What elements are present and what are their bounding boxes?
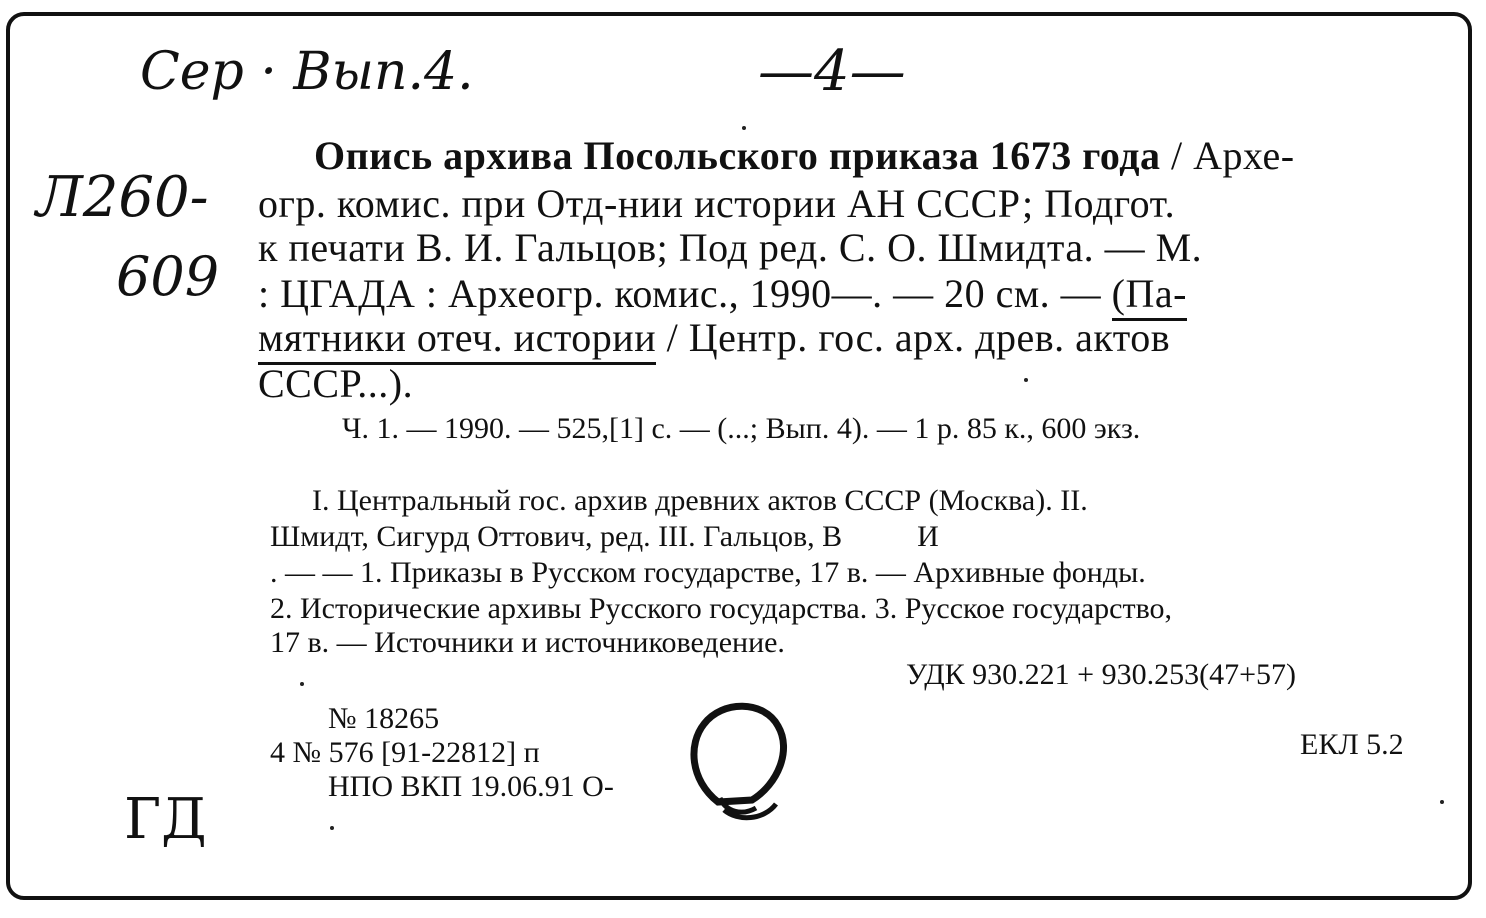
series-title: мятники отеч. истории — [258, 315, 656, 365]
entry-line-6: СССР...). — [258, 361, 414, 406]
handwritten-series-note: Сер · Вып.4. — [140, 42, 474, 102]
handwritten-bottom-mark: ГД — [124, 787, 207, 852]
entry-line-2: огр. комис. при Отд-нии истории АН СССР; Подгот. — [258, 181, 1176, 226]
entry-line-1 — [314, 133, 1295, 178]
ekl-code: ЕКЛ 5.2 — [1300, 728, 1404, 761]
handwritten-page-number: —4— — [758, 39, 906, 104]
order-line: 4 № 576 [91-22812] п — [270, 736, 540, 769]
scan-speck — [1024, 378, 1028, 382]
npo-line: НПО ВКП 19.06.91 О- — [328, 770, 614, 803]
entry-line-5-rest: / Центр. гос. арх. древ. актов — [656, 315, 1171, 360]
stamp-mark — [680, 692, 800, 832]
tracing-line-2: Шмидт, Сигурд Оттович, ред. III. Гальцов, В И — [270, 520, 939, 553]
handwritten-shelfmark-line2: 609 — [116, 245, 220, 308]
tracing-line-1: I. Центральный гос. архив древних актов СССР (Москва). II. — [312, 484, 1088, 517]
tracing-line-4: 2. Исторические архивы Русского государства. 3. Русское государство, — [270, 592, 1173, 625]
scan-speck — [1440, 800, 1444, 804]
entry-line-3: к печати В. И. Гальцов; Под ред. С. О. Шмидта. — М. — [258, 225, 1203, 270]
scan-speck — [300, 682, 304, 686]
tracing-line-5: 17 в. — Источники и источниковедение. — [270, 626, 785, 659]
entry-line-1-rest: / Архе- — [1160, 133, 1295, 178]
entry-line-5 — [258, 315, 1171, 360]
record-number: № 18265 — [328, 702, 440, 735]
tracing-line-3: . — — 1. Приказы в Русском государстве, 17 в. — Архивные фонды. — [270, 556, 1146, 589]
entry-line-4 — [258, 271, 1187, 316]
scan-speck — [330, 826, 334, 830]
scan-speck — [742, 126, 746, 130]
part-line: Ч. 1. — 1990. — 525,[1] с. — (...; Вып. 4). — 1 р. 85 к., 600 экз. — [342, 412, 1141, 445]
handwritten-shelfmark-line1: Л260- — [36, 165, 209, 230]
udk-code: УДК 930.221 + 930.253(47+57) — [906, 658, 1296, 691]
entry-line-4-text: : ЦГАДА : Археогр. комис., 1990—. — 20 см. — — [258, 271, 1112, 316]
entry-title: Опись архива Посольского приказа 1673 года — [314, 133, 1161, 178]
series-title-start: (Па- — [1112, 271, 1187, 321]
